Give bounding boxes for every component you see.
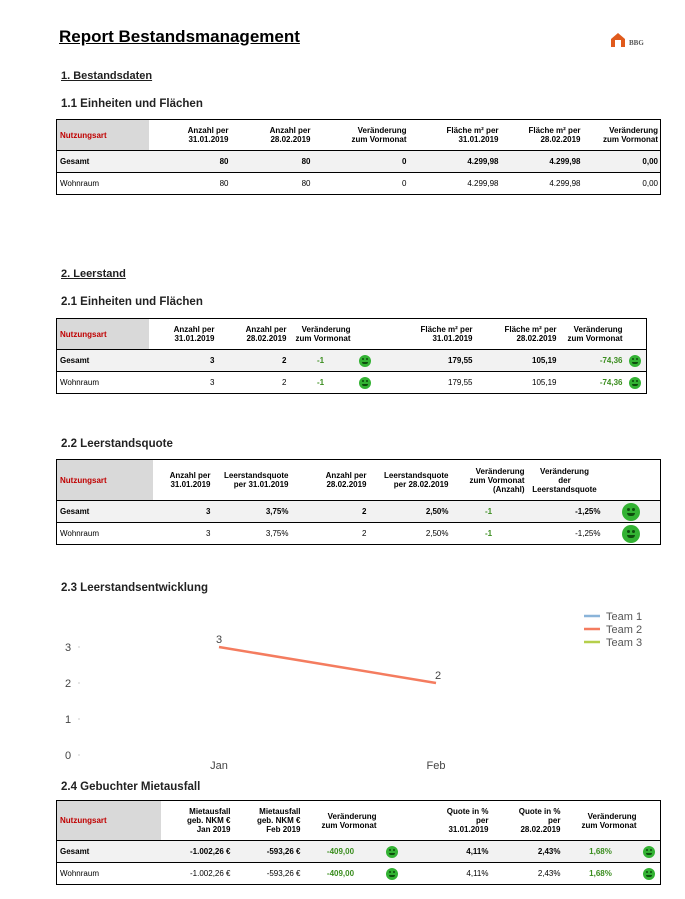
table-mietausfall — [56, 800, 661, 885]
smiley-cell — [353, 372, 377, 394]
green-smiley-icon — [386, 868, 398, 880]
y-tick-label: 1 — [64, 714, 72, 726]
subsection-heading-mietausfall: 2.4 Gebuchter Mietausfall — [61, 781, 201, 793]
x-tick-label: Feb — [426, 760, 446, 772]
table-row — [57, 151, 661, 173]
table-row — [57, 841, 661, 863]
column-header: Anzahl per 28.02.2019 — [325, 471, 367, 489]
table-row — [57, 350, 647, 372]
table-row — [57, 372, 647, 394]
table-cell: 0,00 — [583, 151, 661, 173]
green-smiley-icon — [622, 525, 640, 543]
green-smiley-icon — [386, 846, 398, 858]
table-cell: -1.002,26 € — [190, 869, 231, 878]
column-header: Fläche m² per 31.01.2019 — [420, 325, 473, 343]
column-header: Anzahl per 31.01.2019 — [187, 126, 229, 144]
column-header: Veränderung zum Vormonat — [583, 120, 661, 151]
row-label: Wohnraum — [57, 523, 153, 545]
table-cell: 0 — [402, 179, 407, 188]
table-cell: -1 — [484, 529, 493, 538]
column-header: Quote in % per 31.01.2019 — [446, 807, 489, 834]
row-label: Wohnraum — [57, 863, 161, 885]
column-header: Veränderung zum Vormonat (Anzahl) — [469, 466, 525, 494]
house-logo-icon — [611, 33, 625, 47]
table-cell: 80 — [301, 179, 311, 188]
column-header-nutzungsart: Nutzungsart — [57, 801, 161, 841]
table-cell: 105,19 — [532, 356, 557, 365]
column-header: Anzahl per 31.01.2019 — [169, 471, 211, 489]
table-cell: 2 — [362, 529, 367, 538]
table-cell: 2,50% — [425, 507, 449, 516]
table-cell: 80 — [219, 157, 229, 166]
y-tick-label: 3 — [64, 642, 72, 654]
column-header: Fläche m² per 28.02.2019 — [504, 325, 557, 343]
column-header-nutzungsart: Nutzungsart — [57, 319, 149, 350]
subsection-heading-einheiten: 1.1 Einheiten und Flächen — [61, 98, 203, 110]
green-smiley-icon — [643, 846, 655, 858]
green-smiley-icon — [359, 377, 371, 389]
table-cell: 80 — [219, 179, 229, 188]
column-header: Mietausfall geb. NKM € Feb 2019 — [256, 807, 301, 834]
table-row — [57, 523, 661, 545]
column-header-nutzungsart: Nutzungsart — [57, 120, 149, 151]
table-cell: 2 — [282, 356, 287, 365]
y-tick-label: 2 — [64, 678, 72, 690]
green-smiley-icon — [643, 868, 655, 880]
table-cell: -593,26 € — [266, 847, 301, 856]
column-header: Veränderung zum Vormonat — [321, 811, 377, 830]
x-tick-label: Jan — [210, 760, 228, 772]
table-cell: 4,11% — [466, 869, 489, 878]
table-cell: -409,00 — [326, 847, 355, 856]
table-cell: 1,68% — [589, 847, 612, 856]
table-cell: -593,26 € — [266, 869, 301, 878]
table-leerstand-einheiten — [56, 318, 647, 394]
table-cell: 2 — [362, 507, 367, 516]
table-cell: 2 — [282, 378, 287, 387]
smiley-cell — [353, 350, 377, 372]
green-smiley-icon — [629, 377, 641, 389]
row-label: Gesamt — [57, 151, 149, 173]
table-row — [57, 173, 661, 195]
column-header: Anzahl per 28.02.2019 — [245, 325, 287, 343]
leerstand-line-chart — [56, 603, 660, 773]
column-header: Anzahl per 31.01.2019 — [173, 325, 215, 343]
table-cell: -409,00 — [326, 869, 355, 878]
green-smiley-icon — [629, 355, 641, 367]
column-header: Leerstandsquote per 31.01.2019 — [224, 471, 289, 489]
table-cell: -1,25% — [575, 529, 601, 538]
column-header: Mietausfall geb. NKM € Jan 2019 — [186, 807, 231, 834]
table-cell: 4.299,98 — [549, 179, 581, 188]
section-heading-bestandsdaten: 1. Bestandsdaten — [61, 70, 153, 82]
table-cell: 1,68% — [589, 869, 612, 878]
data-label: 2 — [434, 670, 442, 682]
legend-label: Team 2 — [606, 624, 643, 636]
table-cell: 4,11% — [466, 847, 489, 856]
table-cell: -1 — [484, 507, 493, 516]
table-cell: -1.002,26 € — [190, 847, 231, 856]
table-cell: 105,19 — [532, 378, 557, 387]
table-cell: -1 — [316, 356, 325, 365]
table-cell: 179,55 — [448, 356, 473, 365]
section-heading-leerstand: 2. Leerstand — [61, 268, 126, 280]
column-header: Fläche m² per 28.02.2019 — [528, 126, 581, 144]
column-header — [639, 801, 661, 841]
column-header: Leerstandsquote per 28.02.2019 — [384, 471, 449, 489]
smiley-cell — [625, 372, 647, 394]
table-cell: 0 — [402, 157, 407, 166]
column-header — [625, 319, 647, 350]
company-logo — [611, 33, 659, 55]
page-title: Report Bestandsmanagement — [59, 27, 300, 46]
smiley-cell — [625, 350, 647, 372]
series-line-team-2 — [219, 647, 436, 683]
row-label: Gesamt — [57, 350, 149, 372]
table-cell: 3 — [210, 378, 215, 387]
table-bestandsdaten — [56, 119, 661, 195]
table-cell: -1,25% — [575, 507, 601, 516]
column-header: Veränderung zum Vormonat — [581, 811, 637, 830]
column-header: Fläche m² per 31.01.2019 — [446, 126, 499, 144]
green-smiley-icon — [622, 503, 640, 521]
smiley-cell — [379, 841, 405, 863]
column-header — [379, 801, 405, 841]
table-cell: -74,36 — [599, 378, 623, 387]
table-cell: 4.299,98 — [467, 179, 499, 188]
table-cell: 2,50% — [425, 529, 449, 538]
row-label: Gesamt — [57, 841, 161, 863]
column-header — [603, 460, 661, 501]
table-cell: 2,43% — [537, 869, 561, 878]
smiley-cell — [379, 863, 405, 885]
table-cell: 179,55 — [448, 378, 473, 387]
smiley-cell — [603, 501, 661, 523]
table-cell: 80 — [301, 157, 311, 166]
column-header: Veränderung zum Vormonat — [295, 325, 351, 343]
data-label: 3 — [215, 634, 223, 646]
row-label: Wohnraum — [57, 173, 149, 195]
row-label: Gesamt — [57, 501, 153, 523]
column-header: Veränderung der Leerstandsquote — [532, 466, 597, 494]
column-header — [353, 319, 377, 350]
column-header-nutzungsart: Nutzungsart — [57, 460, 153, 501]
column-header: Veränderung zum Vormonat — [351, 126, 407, 144]
column-header: Veränderung zum Vormonat — [567, 325, 623, 343]
subsection-heading-leerstandsentwicklung: 2.3 Leerstandsentwicklung — [61, 582, 208, 594]
logo-text: BBG — [629, 39, 644, 47]
table-cell: 3 — [210, 356, 215, 365]
table-cell: -74,36 — [599, 356, 623, 365]
table-cell: 2,43% — [537, 847, 561, 856]
table-cell: 4.299,98 — [549, 157, 581, 166]
table-cell: 3 — [206, 507, 211, 516]
smiley-cell — [639, 863, 661, 885]
smiley-cell — [639, 841, 661, 863]
table-cell: 0,00 — [583, 173, 661, 195]
subsection-heading-leerstandsquote: 2.2 Leerstandsquote — [61, 438, 173, 450]
table-leerstandsquote — [56, 459, 661, 545]
legend-label: Team 3 — [606, 637, 643, 649]
row-label: Wohnraum — [57, 372, 149, 394]
table-cell: 3,75% — [265, 507, 289, 516]
legend-label: Team 1 — [606, 611, 643, 623]
table-cell: -1 — [316, 378, 325, 387]
y-tick-label: 0 — [64, 750, 72, 762]
column-header: Anzahl per 28.02.2019 — [269, 126, 311, 144]
table-cell: 4.299,98 — [467, 157, 499, 166]
table-row — [57, 863, 661, 885]
subsection-heading-leerstand-einheiten: 2.1 Einheiten und Flächen — [61, 296, 203, 308]
table-cell: 3 — [206, 529, 211, 538]
table-row — [57, 501, 661, 523]
smiley-cell — [603, 523, 661, 545]
column-header: Quote in % per 28.02.2019 — [518, 807, 561, 834]
table-cell: 3,75% — [265, 529, 289, 538]
green-smiley-icon — [359, 355, 371, 367]
